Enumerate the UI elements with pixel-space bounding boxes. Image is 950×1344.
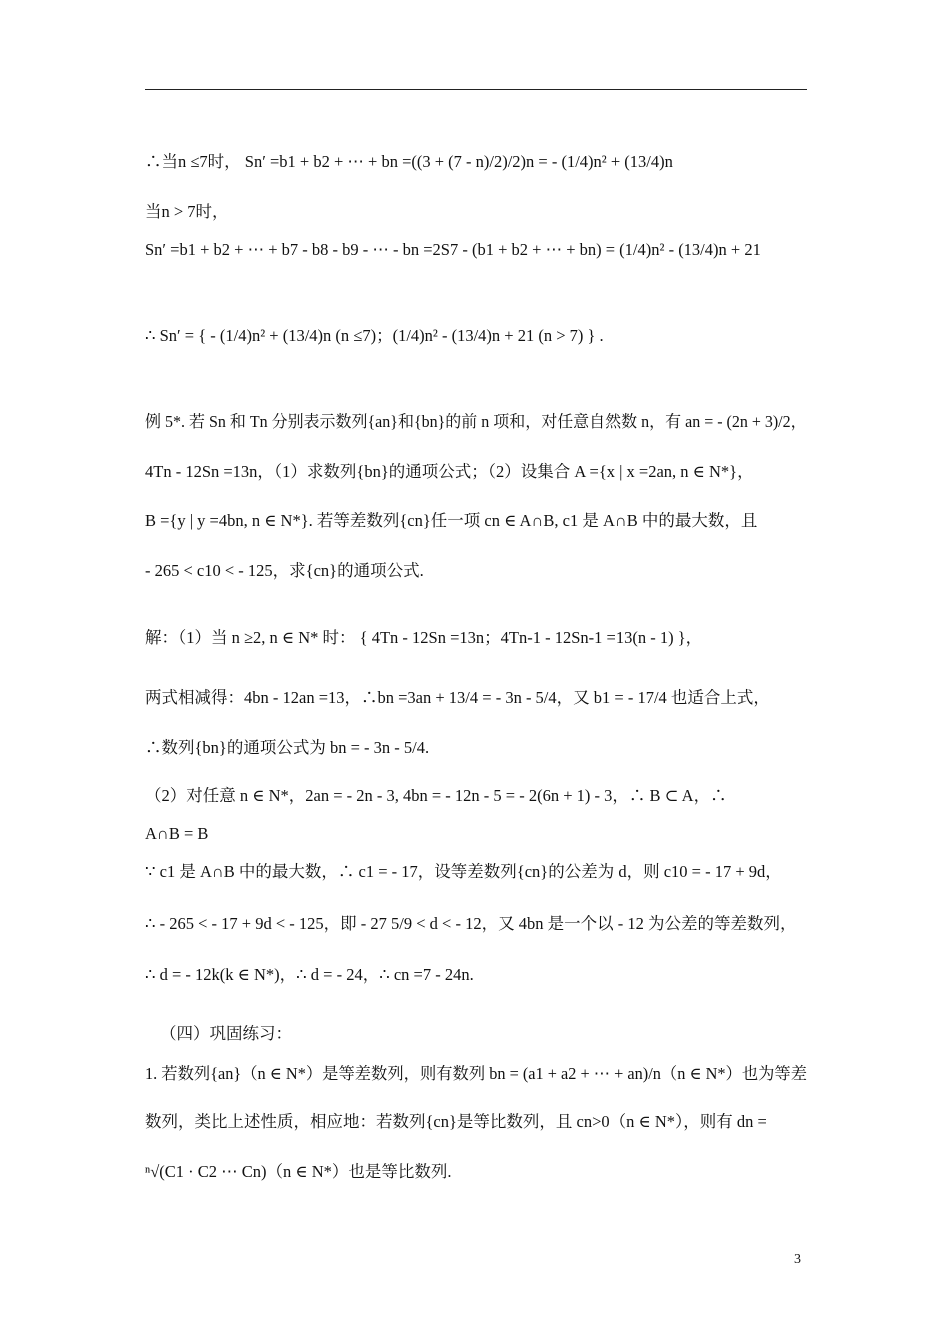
text-line-14: ∵ c1 是 A∩B 中的最大数，∴ c1 = - 17，设等差数列{cn}的公差为 d，则 c10 = - 17 + 9d， [145, 862, 782, 882]
text-line-7: B ={y | y =4bn, n ∈ N*}. 若等差数列{cn}任一项 cn ∈ A∩B, c1 是 A∩B 中的最大数，且 [145, 511, 758, 531]
text-line-12: （2）对任意 n ∈ N*，2an = - 2n - 3, 4bn = - 12n - 5 = - 2(6n + 1) - 3，∴ B ⊂ A，∴ [145, 786, 727, 806]
page-number: 3 [794, 1252, 801, 1267]
text-line-9: 解：（1）当 n ≥2, n ∈ N* 时： { 4Tn - 12Sn =13n；4Tn-1 - 12Sn-1 =13(n - 1) }， [145, 628, 703, 648]
section-heading: （四）巩固练习： [160, 1024, 292, 1044]
text-line-8: - 265 < c10 < - 125，求{cn}的通项公式. [145, 561, 424, 581]
text-line-19: ⁿ√(C1 · C2 ⋯ Cn)（n ∈ N*）也是等比数列. [145, 1162, 452, 1182]
text-line-17: 1. 若数列{an}（n ∈ N*）是等差数列，则有数列 bn = (a1 + a2 + ⋯ + an)/n（n ∈ N*）也为等差 [145, 1064, 807, 1084]
header-rule [145, 89, 807, 90]
text-line-1: ∴当n ≤7时， Sn′ =b1 + b2 + ⋯ + bn =((3 + (7 - n)/2)/2)n = - (1/4)n² + (13/4)n [145, 152, 673, 172]
text-line-3: Sn′ =b1 + b2 + ⋯ + b7 - b8 - b9 - ⋯ - bn =2S7 - (b1 + b2 + ⋯ + bn) = (1/4)n² - (13/4)n + 21 [145, 240, 761, 260]
text-line-15: ∴ - 265 < - 17 + 9d < - 125，即 - 27 5/9 < d < - 12，又 4bn 是一个以 - 12 为公差的等差数列， [145, 914, 797, 934]
text-line-16: ∴ d = - 12k(k ∈ N*)，∴ d = - 24，∴ cn =7 - 24n. [145, 965, 474, 985]
text-line-2: 当n > 7时， [145, 202, 229, 222]
text-line-6: 4Tn - 12Sn =13n，（1）求数列{bn}的通项公式；（2）设集合 A ={x | x =2an, n ∈ N*}， [145, 462, 754, 482]
text-line-13: A∩B = B [145, 824, 209, 844]
text-line-18: 数列，类比上述性质，相应地：若数列{cn}是等比数列，且 cn>0（n ∈ N*），则有 dn = [145, 1112, 767, 1132]
text-line-4: ∴ Sn′ = { - (1/4)n² + (13/4)n (n ≤7)；(1/4)n² - (13/4)n + 21 (n > 7) } . [145, 326, 604, 346]
text-line-11: ∴数列{bn}的通项公式为 bn = - 3n - 5/4. [145, 738, 430, 758]
text-line-10: 两式相减得：4bn - 12an =13，∴bn =3an + 13/4 = - 3n - 5/4，又 b1 = - 17/4 也适合上式， [145, 688, 770, 708]
text-line-5: 例 5*. 若 Sn 和 Tn 分别表示数列{an}和{bn}的前 n 项和，对任意自然数 n，有 an = - (2n + 3)/2， [145, 412, 807, 432]
